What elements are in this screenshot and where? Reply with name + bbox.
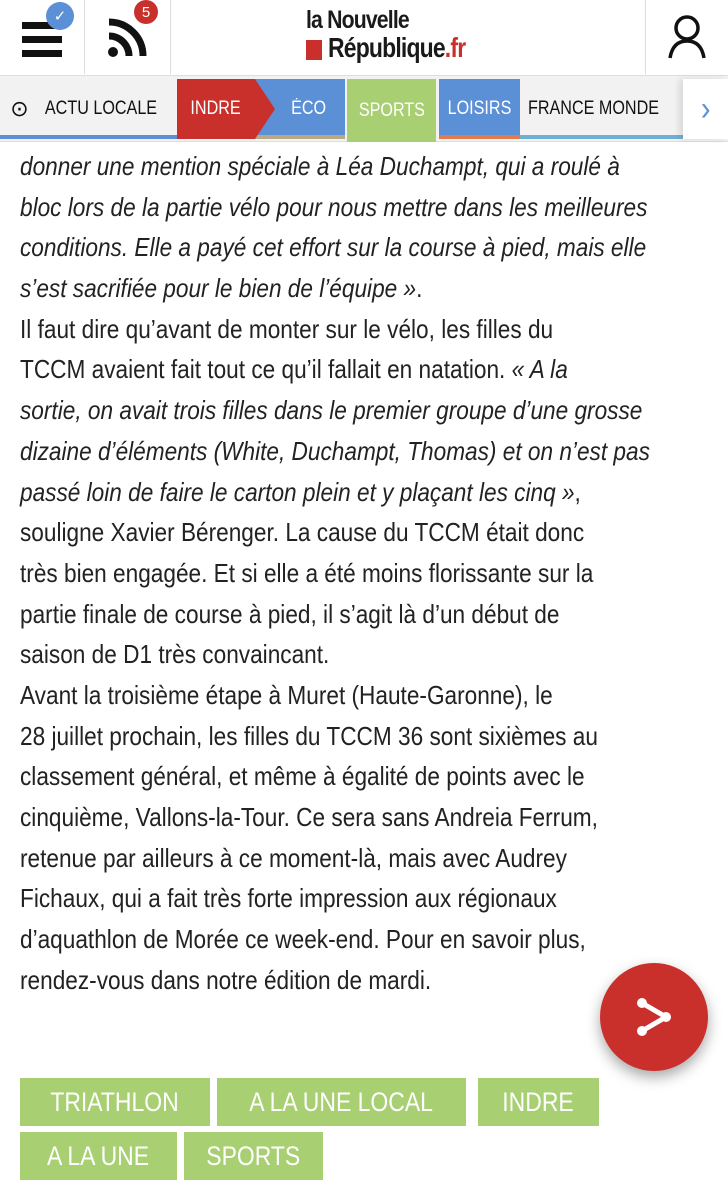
body-text: souligne Xavier Bérenger. La cause du TCCM était donc xyxy=(20,517,585,548)
article-line xyxy=(20,634,629,675)
feed-count-badge: 5 xyxy=(134,0,158,24)
article-line xyxy=(20,390,643,431)
nav-label: ÉCO xyxy=(291,98,327,119)
logo-name: République xyxy=(328,32,445,63)
article-line xyxy=(20,309,629,350)
chevron-right-icon: › xyxy=(700,89,711,128)
tag-sports[interactable] xyxy=(184,1132,323,1180)
nav-item-sports[interactable] xyxy=(347,79,436,142)
checkmark-icon: ✓ xyxy=(46,2,74,30)
quote-text: donner une mention spéciale à Léa Duchampt, qui a roulé à xyxy=(20,151,620,181)
nav-label: FRANCE MONDE xyxy=(528,98,660,119)
article-line xyxy=(20,187,648,228)
body-text: rendez-vous dans notre édition de mardi. xyxy=(20,964,432,995)
tag-label: A LA UNE LOCAL xyxy=(249,1086,434,1117)
body-text: classement général, et même à égalité de points avec le xyxy=(20,761,585,792)
quote-text: bloc lors de la partie vélo pour nous mettre dans les meilleures xyxy=(20,191,648,222)
body-text: retenue par ailleurs à ce moment-là, mais avec Audrey xyxy=(20,842,567,873)
article-line xyxy=(20,431,650,472)
body-text: cinquième, Vallons-la-Tour. Ce sera sans Andreia Ferrum, xyxy=(20,802,598,832)
nav-underline xyxy=(0,135,177,139)
site-header xyxy=(0,0,728,76)
section-nav xyxy=(0,76,728,142)
quote-text: passé loin de faire le carton plein et y plaçant les cinq » xyxy=(20,476,575,507)
nav-label: ACTU LOCALE xyxy=(44,98,157,119)
quote-text: s’est sacrifiée pour le bien de l’équipe » xyxy=(20,273,417,304)
tag-indre[interactable] xyxy=(478,1078,599,1126)
logo-line1: la Nouvelle xyxy=(306,6,409,34)
body-text: très bien engagée. Et si elle a été moins florissante sur la xyxy=(20,557,594,588)
logo-line2 xyxy=(328,32,465,64)
tag-a-la-une[interactable] xyxy=(20,1132,177,1180)
logo-mark-icon xyxy=(306,40,322,60)
quote-text: sortie, on avait trois filles dans le premier groupe d’une grosse xyxy=(20,395,643,426)
article-line xyxy=(20,472,629,513)
body-text: . xyxy=(416,273,423,304)
article-line xyxy=(20,716,629,757)
article-line xyxy=(20,838,629,879)
divider xyxy=(170,0,171,74)
share-icon xyxy=(632,995,676,1039)
user-icon xyxy=(667,14,707,60)
nav-item-france-monde[interactable] xyxy=(520,79,695,139)
share-button[interactable] xyxy=(600,963,708,1071)
article-line xyxy=(20,349,629,390)
article-line xyxy=(20,512,629,553)
article-line xyxy=(20,756,629,797)
article-line xyxy=(20,268,629,309)
body-text: partie finale de course à pied, il s’agit là d’un début de xyxy=(20,598,560,629)
nav-underline xyxy=(439,135,520,139)
account-button[interactable] xyxy=(646,0,728,74)
nav-next-button[interactable] xyxy=(683,79,728,139)
nav-underline xyxy=(520,135,695,139)
article-line xyxy=(20,960,629,1001)
tag-triathlon[interactable] xyxy=(20,1078,210,1126)
article-line xyxy=(20,553,629,594)
article-line xyxy=(20,878,629,919)
tag-label: A LA UNE xyxy=(47,1140,150,1171)
nav-arrow xyxy=(255,79,275,139)
nav-label: SPORTS xyxy=(358,99,425,121)
article-line xyxy=(20,146,629,187)
article-line xyxy=(20,797,629,838)
body-text: 28 juillet prochain, les filles du TCCM 36 sont sixièmes au xyxy=(20,720,598,751)
location-target-icon: ⊙ xyxy=(10,96,29,121)
tag-label: SPORTS xyxy=(206,1140,301,1171)
quote-text: conditions. Elle a payé cet effort sur la course à pied, mais elle xyxy=(20,232,647,263)
logo-tld: .fr xyxy=(444,32,466,63)
feed-button[interactable] xyxy=(85,0,170,74)
nav-label: LOISIRS xyxy=(447,98,512,119)
tag-label: TRIATHLON xyxy=(50,1086,180,1117)
body-text: Il faut dire qu’avant de monter sur le vélo, les filles du xyxy=(20,313,554,344)
article-body xyxy=(20,146,720,1000)
nav-item-actu-locale[interactable] xyxy=(0,79,177,139)
article-line xyxy=(20,919,629,960)
nav-item-indre[interactable] xyxy=(177,79,255,139)
nav-label: INDRE xyxy=(190,98,242,119)
body-text: saison de D1 très convaincant. xyxy=(20,639,330,670)
body-text: d’aquathlon de Morée ce week-end. Pour en savoir plus, xyxy=(20,924,586,955)
body-text: Avant la troisième étape à Muret (Haute-Garonne), le xyxy=(20,679,553,710)
body-text: Fichaux, qui a fait très forte impression aux régionaux xyxy=(20,883,557,914)
tag-label: INDRE xyxy=(502,1086,575,1117)
article-line xyxy=(20,594,629,635)
quote-text: dizaine d’éléments (White, Duchampt, Thomas) et on n’est pas xyxy=(20,435,650,466)
body-text: , xyxy=(574,476,581,507)
body-text: TCCM avaient fait tout ce qu’il fallait en natation. xyxy=(20,354,512,385)
article-line xyxy=(20,675,629,716)
article-line xyxy=(20,227,647,268)
tag-a-la-une-local[interactable] xyxy=(217,1078,466,1126)
nav-item-loisirs[interactable] xyxy=(439,79,520,139)
quote-text: « A la xyxy=(511,354,568,385)
menu-button[interactable] xyxy=(0,0,90,74)
site-logo[interactable] xyxy=(300,6,520,68)
